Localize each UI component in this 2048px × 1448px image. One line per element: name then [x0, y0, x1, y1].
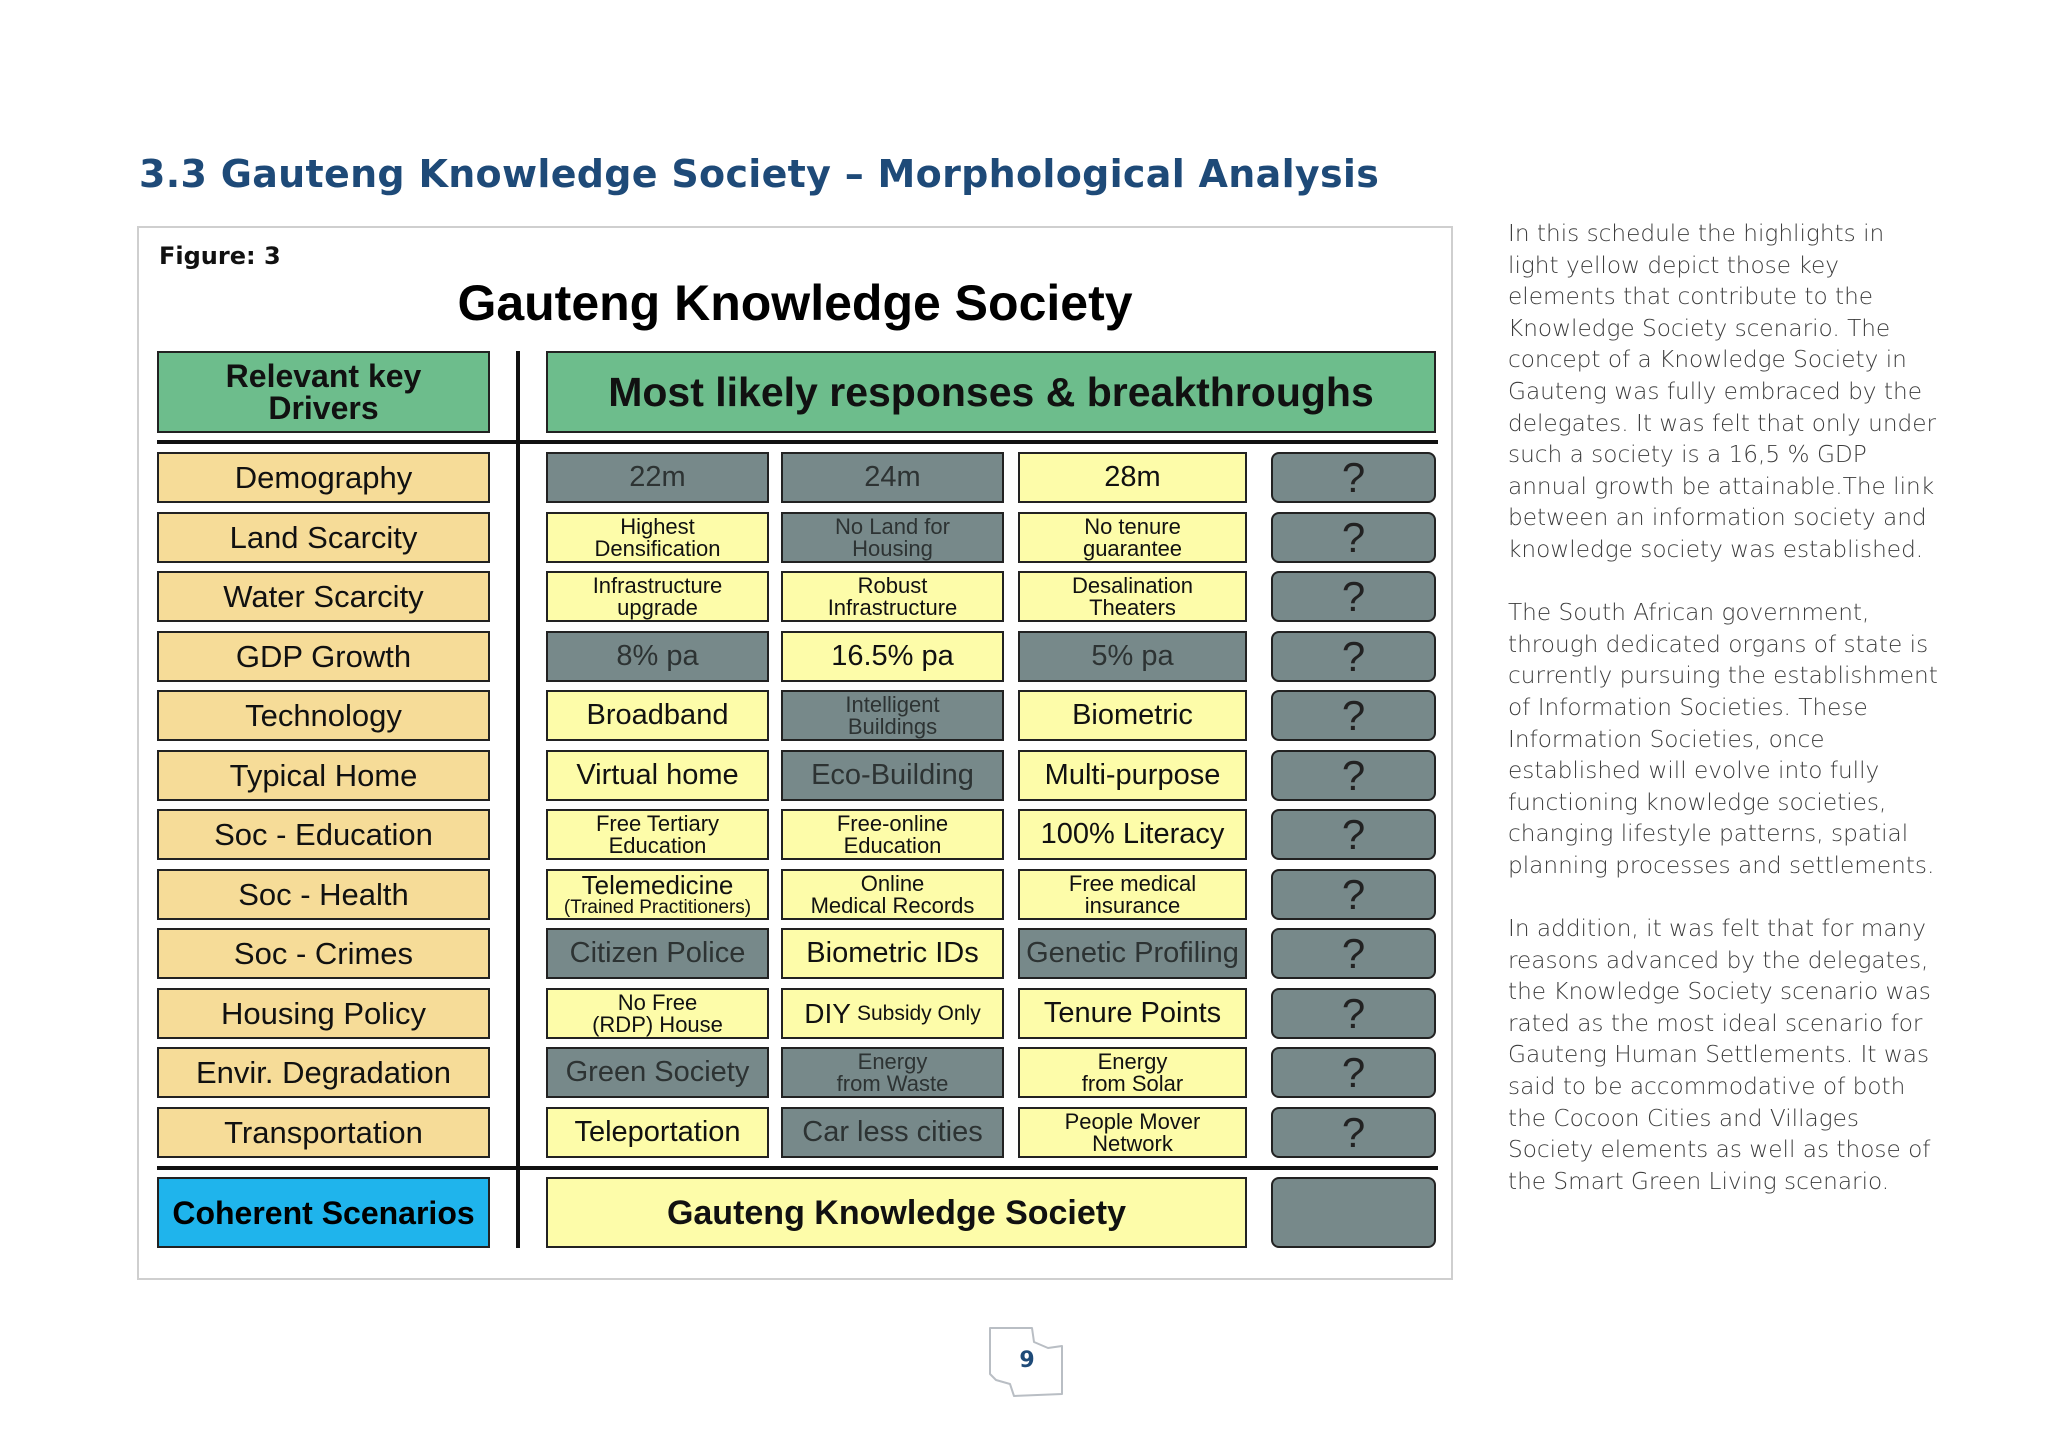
- figure-title: Gauteng Knowledge Society: [457, 275, 1133, 331]
- response-cell: Eco-Building: [781, 750, 1004, 801]
- response-cell-highlighted: People Mover Network: [1018, 1107, 1247, 1158]
- response-cell-highlighted: Energy from Solar: [1018, 1047, 1247, 1098]
- footer-divider: [157, 1166, 1438, 1170]
- page-number: 9: [1019, 1348, 1035, 1373]
- side-text: [1508, 218, 1938, 1229]
- response-text: Telemedicine: [581, 870, 734, 900]
- response-cell-highlighted: Teleportation: [546, 1107, 769, 1158]
- unknown-response-cell: ?: [1271, 1107, 1436, 1158]
- response-cell-highlighted: Free-online Education: [781, 809, 1004, 860]
- response-cell: Genetic Profiling: [1018, 928, 1247, 979]
- side-paragraph: In addition, it was felt that for many reasons advanced by the delegates, the Knowledge Society scenario was rated as the most ideal scenario for Gauteng Human Settlements. It was said to be accommodative of both the Cocoon Cities and Villages Society elements as well as those of the Smart Green Living scenario.: [1508, 915, 1931, 1195]
- coherent-scenario-unknown: [1271, 1177, 1436, 1248]
- response-cell: Energy from Waste: [781, 1047, 1004, 1098]
- driver-cell: Envir. Degradation: [157, 1047, 490, 1098]
- driver-cell: Demography: [157, 452, 490, 503]
- response-text: DIY: [804, 997, 851, 1029]
- response-cell-highlighted: [546, 869, 769, 920]
- coherent-scenario-name: Gauteng Knowledge Society: [546, 1177, 1247, 1248]
- response-cell: Green Society: [546, 1047, 769, 1098]
- unknown-response-cell: ?: [1271, 928, 1436, 979]
- response-cell-highlighted: Tenure Points: [1018, 988, 1247, 1039]
- vertical-divider: [516, 351, 520, 1248]
- response-cell-highlighted: No Free (RDP) House: [546, 988, 769, 1039]
- response-cell-highlighted: Robust Infrastructure: [781, 571, 1004, 622]
- response-cell: 22m: [546, 452, 769, 503]
- response-cell-highlighted: 16.5% pa: [781, 631, 1004, 682]
- response-cell-highlighted: Free medical insurance: [1018, 869, 1247, 920]
- unknown-response-cell: ?: [1271, 512, 1436, 563]
- response-cell: Intelligent Buildings: [781, 690, 1004, 741]
- response-cell-highlighted: Virtual home: [546, 750, 769, 801]
- page-heading: 3.3 Gauteng Knowledge Society – Morphological Analysis: [139, 152, 1380, 196]
- response-cell: Citizen Police: [546, 928, 769, 979]
- response-cell-highlighted: No tenure guarantee: [1018, 512, 1247, 563]
- side-paragraph: In this schedule the highlights in light yellow depict those key elements that contribute to the Knowledge Society scenario. The concept of a Knowledge Society in Gauteng was fully embraced by the delegates. It was felt that only under such a society is a 16,5 % GDP annual growth be attainable.The link between an information society and knowledge society was established.: [1508, 220, 1937, 563]
- response-cell-highlighted: Broadband: [546, 690, 769, 741]
- unknown-response-cell: ?: [1271, 571, 1436, 622]
- unknown-response-cell: ?: [1271, 809, 1436, 860]
- unknown-response-cell: ?: [1271, 1047, 1436, 1098]
- response-cell-highlighted: Desalination Theaters: [1018, 571, 1247, 622]
- unknown-response-cell: ?: [1271, 452, 1436, 503]
- driver-cell: Soc - Education: [157, 809, 490, 860]
- response-cell-highlighted: Biometric: [1018, 690, 1247, 741]
- response-cell-highlighted: Online Medical Records: [781, 869, 1004, 920]
- response-cell-highlighted: Infrastructure upgrade: [546, 571, 769, 622]
- response-cell-highlighted: [781, 988, 1004, 1039]
- figure-label: Figure: 3: [159, 242, 281, 270]
- drivers-header: Relevant key Drivers: [157, 351, 490, 433]
- unknown-response-cell: ?: [1271, 690, 1436, 741]
- driver-cell: Soc - Health: [157, 869, 490, 920]
- header-divider: [157, 440, 1438, 444]
- response-cell-highlighted: 100% Literacy: [1018, 809, 1247, 860]
- response-cell: 8% pa: [546, 631, 769, 682]
- unknown-response-cell: ?: [1271, 631, 1436, 682]
- driver-cell: Typical Home: [157, 750, 490, 801]
- driver-cell: Soc - Crimes: [157, 928, 490, 979]
- driver-cell: Technology: [157, 690, 490, 741]
- coherent-scenarios-label: Coherent Scenarios: [157, 1177, 490, 1248]
- side-paragraph: The South African government, through dedicated organs of state is currently pursuing the establishment of Information Societies. These Information Societies, once established will evolve into fully functioning knowledge societies, changing lifestyle patterns, spatial planning processes and settlements.: [1508, 599, 1938, 879]
- response-cell-highlighted: Multi-purpose: [1018, 750, 1247, 801]
- responses-header: Most likely responses & breakthroughs: [546, 351, 1436, 433]
- response-cell-highlighted: 28m: [1018, 452, 1247, 503]
- driver-cell: Transportation: [157, 1107, 490, 1158]
- driver-cell: Water Scarcity: [157, 571, 490, 622]
- response-subtext: Subsidy Only: [856, 1002, 981, 1025]
- response-subtext: (Trained Practitioners): [563, 897, 752, 918]
- response-cell: 24m: [781, 452, 1004, 503]
- response-cell-highlighted: Free Tertiary Education: [546, 809, 769, 860]
- response-cell-highlighted: Biometric IDs: [781, 928, 1004, 979]
- driver-cell: Housing Policy: [157, 988, 490, 1039]
- unknown-response-cell: ?: [1271, 988, 1436, 1039]
- driver-cell: Land Scarcity: [157, 512, 490, 563]
- response-cell-highlighted: Highest Densification: [546, 512, 769, 563]
- driver-cell: GDP Growth: [157, 631, 490, 682]
- unknown-response-cell: ?: [1271, 750, 1436, 801]
- unknown-response-cell: ?: [1271, 869, 1436, 920]
- response-cell: No Land for Housing: [781, 512, 1004, 563]
- response-cell: Car less cities: [781, 1107, 1004, 1158]
- response-cell: 5% pa: [1018, 631, 1247, 682]
